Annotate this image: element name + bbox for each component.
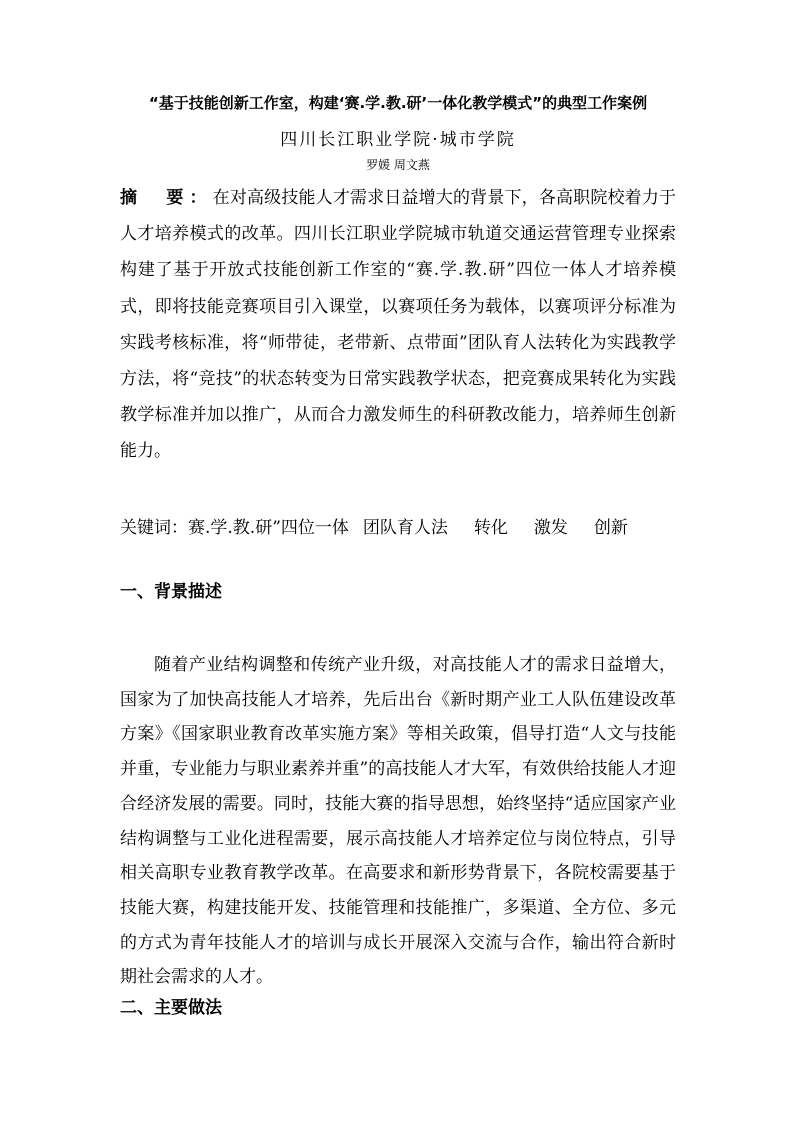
keyword-item: 转化 [473,518,508,538]
keyword-item: 创新 [593,518,628,538]
abstract-paragraph [120,180,676,470]
abstract-text: 在对高级技能人才需求日益增大的背景下，各高职院校着力于人才培养模式的改革。四川长江职业学院城市轨道交通运营管理专业探索构建了基于开放式技能创新工作室的“赛.学.教.研”四位一体人才培养模式，即将技能竞赛项目引入课堂，以赛项任务为载体，以赛项评分标准为实践考核标准，将“师带徒，老带新、点带面”团队育人法转化为实践教学方法，将“竞技”的状态转变为日常实践教学状态，把竞赛成果转化为实践教学标准并加以推广，从而合力激发师生的科研教改能力，培养师生创新能力。 [120,188,677,462]
abstract-label: 摘 要： [120,188,213,208]
document-title: “基于技能创新工作室，构建‘赛.学.教.研’一体化教学模式”的典型工作案例 [148,94,648,112]
keyword-item: 赛.学.教.研”四位一体 [188,518,349,538]
section-heading-background: 一、背景描述 [120,582,222,602]
section-heading-methods: 二、主要做法 [120,998,222,1018]
keywords-line [120,510,676,546]
author-names: 罗媛 周文燕 [366,158,430,172]
institution-name: 四川长江职业学院·城市学院 [280,130,516,150]
keyword-item: 团队育人法 [362,518,448,538]
keywords-label: 关键词： [120,518,188,538]
keyword-item: 激发 [533,518,568,538]
section-background-text: 随着产业结构调整和传统产业升级，对高技能人才的需求日益增大，国家为了加快高技能人才培养，先后出台《新时期产业工人队伍建设改革方案》《国家职业教育改革实施方案》等相关政策，倡导打造“人文与技能并重，专业能力与职业素养并重”的高技能人才大军，有效供给技能人才迎合经济发展的需要。同时，技能大赛的指导思想，始终坚持“适应国家产业结构调整与工业化进程需要，展示高技能人才培养定位与岗位特点，引导相关高职专业教育教学改革。在高要求和新形势背景下，各院校需要基于技能大赛，构建技能开发、技能管理和技能推广，多渠道、全方位、多元的方式为青年技能人才的培训与成长开展深入交流与合作，输出符合新时期社会需求的人才。 [120,655,676,988]
